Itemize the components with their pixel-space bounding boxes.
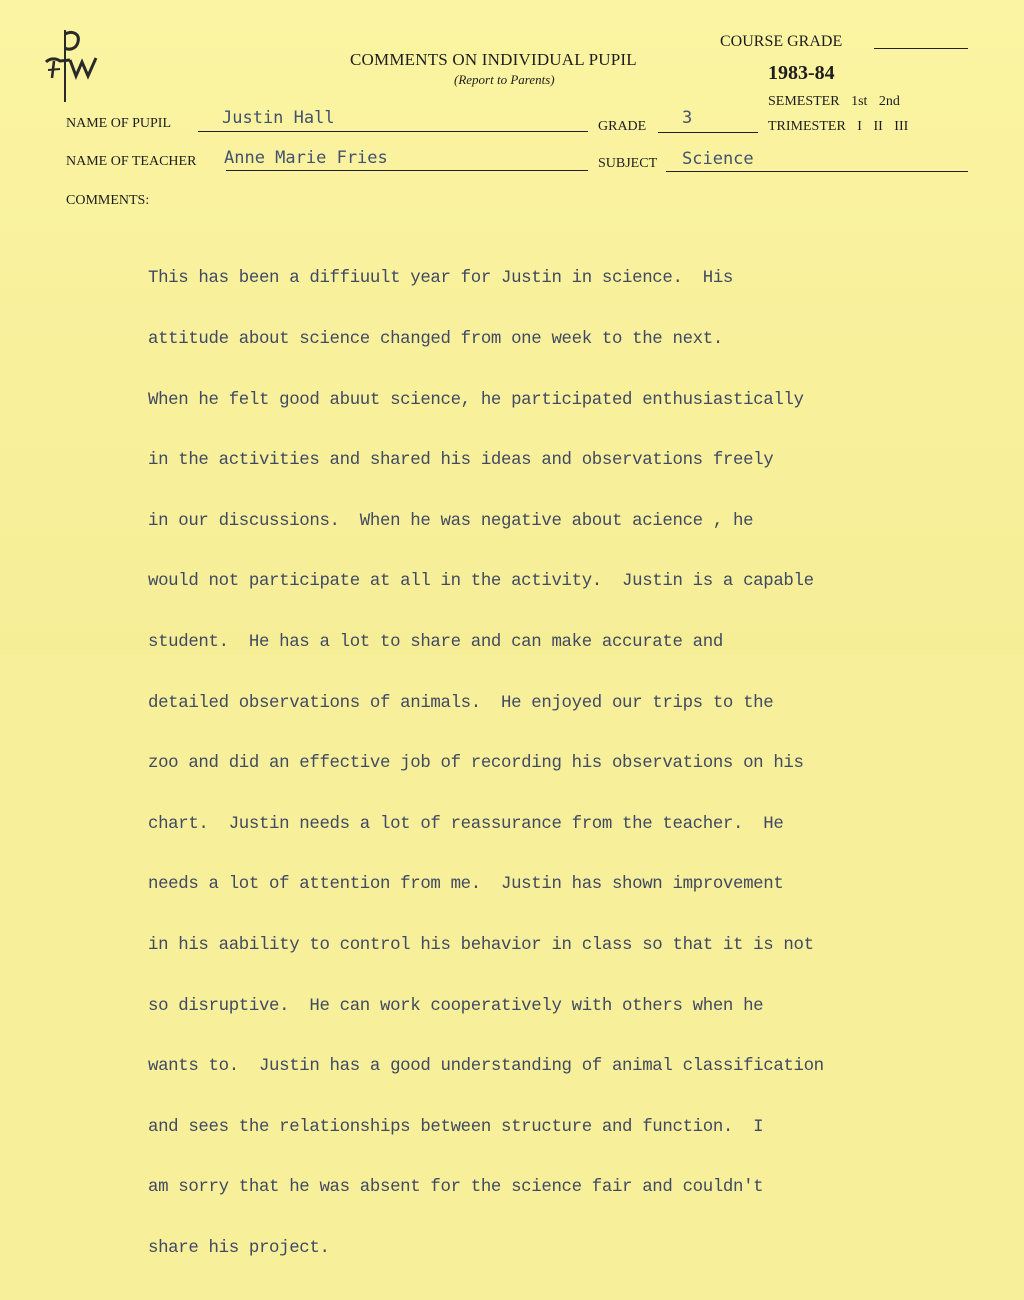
semester-row [768,94,900,110]
trimester-label: TRIMESTER [768,119,846,134]
form-subtitle: (Report to Parents) [454,72,555,87]
comment-line: detailed observations of animals. He enjoyed our trips to the [148,693,774,713]
grade-value: 3 [682,108,693,128]
comment-line: in our discussions. When he was negative about acience , he [148,511,754,531]
comment-line: chart. Justin needs a lot of reassurance from the teacher. He [148,814,784,834]
trimester-row [768,119,908,135]
semester-option-1st: 1st [851,94,868,109]
comment-line: in the activities and shared his ideas and observations freely [148,451,774,471]
comments-text [148,229,998,1300]
comment-line: so disruptive. He can work cooperatively with others when he [148,996,764,1016]
form-title: COMMENTS ON INDIVIDUAL PUPIL [350,50,637,69]
trimester-option-iii: III [894,119,909,134]
subject-label: SUBJECT [598,156,658,171]
name-of-pupil-label: NAME OF PUPIL [66,116,172,131]
school-monogram-logo [40,28,104,104]
comments-label: COMMENTS: [66,193,150,208]
comment-line: This has been a diffiuult year for Justin in science. His [148,269,733,289]
trimester-option-i: I [857,119,862,134]
name-of-pupil-line [198,131,588,132]
comment-line: needs a lot of attention from me. Justin has shown improvement [148,875,784,895]
comment-line: attitude about science changed from one week to the next. [148,330,723,349]
comment-line: wants to. Justin has a good understanding of animal classification [148,1057,824,1077]
comment-line: and sees the relationships between structure and function. I [148,1117,764,1137]
subject-value: Science [682,149,754,169]
comment-line: in his aability to control his behavior in class so that it is not [148,935,814,955]
grade-label: GRADE [598,119,647,134]
trimester-option-ii: II [873,119,883,134]
semester-option-2nd: 2nd [878,94,900,109]
subject-line [666,171,968,172]
semester-label: SEMESTER [768,94,840,109]
comment-line: share his project. [148,1238,330,1258]
name-of-teacher-line [226,170,588,171]
comment-line: would not participate at all in the activity. Justin is a capable [148,572,814,592]
comment-line: student. He has a lot to share and can make accurate and [148,632,723,652]
comment-line: am sorry that he was absent for the science fair and couldn't [148,1178,764,1198]
name-of-pupil-value: Justin Hall [222,108,335,128]
name-of-teacher-label: NAME OF TEACHER [66,154,197,169]
course-grade-field [874,48,968,49]
name-of-teacher-value: Anne Marie Fries [224,148,388,168]
course-grade-label: COURSE GRADE [720,33,843,50]
comment-line: zoo and did an effective job of recording his observations on his [148,754,804,774]
grade-line [658,132,758,133]
comment-line: When he felt good abuut science, he participated enthusiastically [148,390,804,410]
school-year: 1983-84 [768,62,835,84]
